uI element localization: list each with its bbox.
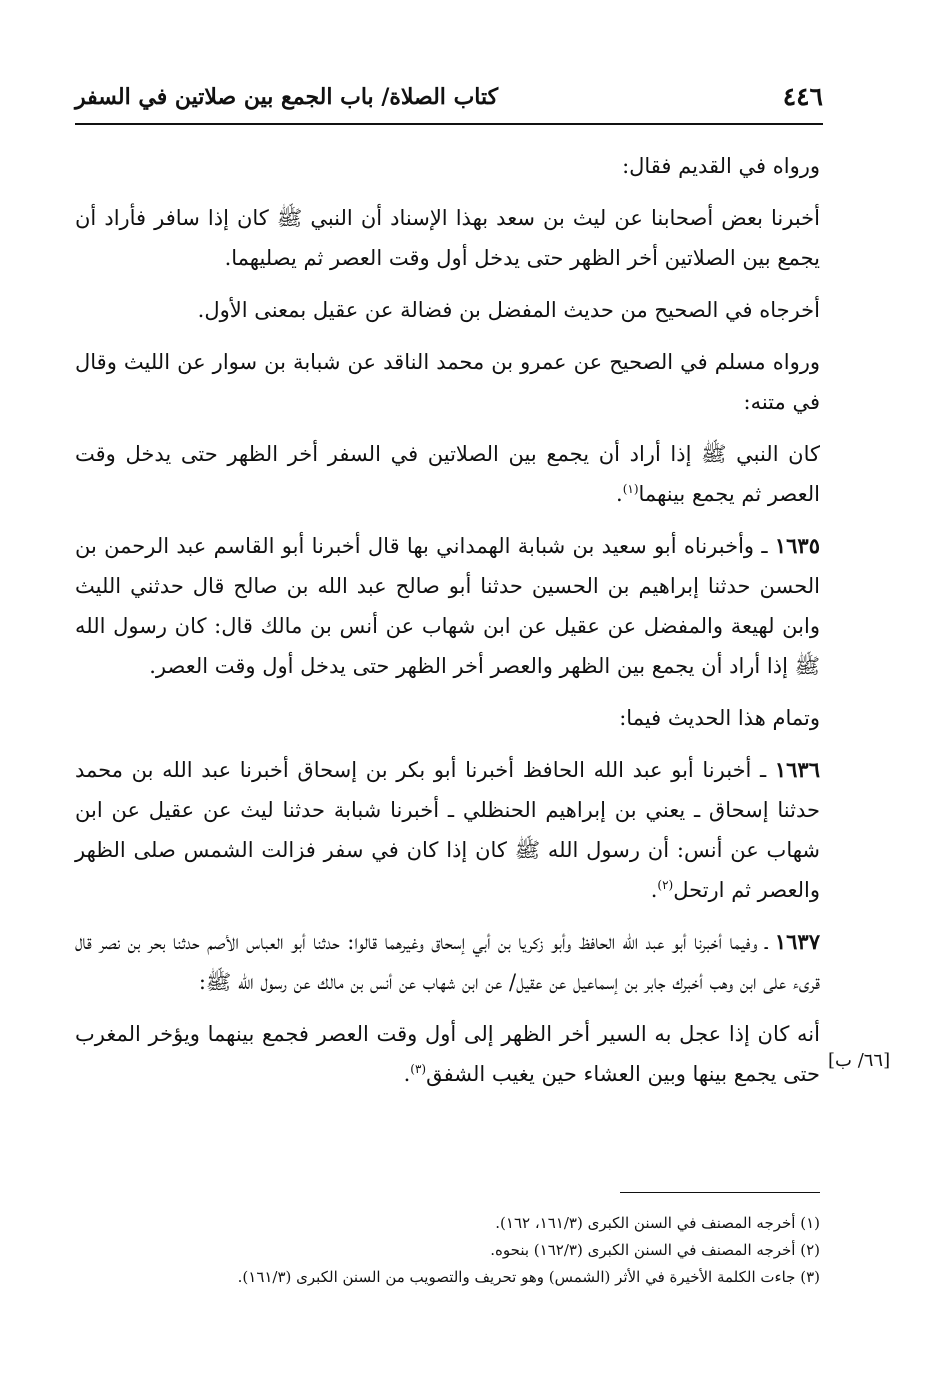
- paragraph: [75, 342, 820, 422]
- paragraph-text: ورواه مسلم في الصحيح عن عمرو بن محمد الناقد عن شبابة بن سوار عن الليث وقال في متنه:: [75, 350, 820, 414]
- paragraph-end: .: [616, 482, 623, 506]
- hadith-number: ١٦٣٥: [774, 533, 820, 558]
- paragraph: [75, 146, 820, 186]
- paragraph-text: وتمام هذا الحديث فيما:: [619, 706, 820, 730]
- paragraph-end: .: [650, 878, 658, 902]
- footnote-marker: (٢): [657, 878, 674, 892]
- footnote-rule: [620, 1192, 820, 1193]
- paragraph-text: ـ وأخبرناه أبو سعيد بن شبابة الهمداني بها قال أخبرنا أبو القاسم عبد الرحمن بن الحسن حدثنا إبراهيم بن الحسين حدثنا أبو صالح عبد الله بن صالح قال حدثني الليث وابن لهيعة والمفضل عن عقيل عن ابن شهاب عن أنس بن مالك قال: كان رسول الله ﷺ إذا أراد أن يجمع بين الظهر والعصر أخر الظهر حتى يدخل أول وقت العصر.: [75, 534, 820, 678]
- paragraph-text: ورواه في القديم فقال:: [622, 154, 820, 178]
- running-title: كتاب الصلاة/ باب الجمع بين صلاتين في السفر: [75, 84, 499, 110]
- paragraph-text: أنه كان إذا عجل به السير أخر الظهر إلى أول وقت العصر فجمع بينهما ويؤخر المغرب حتى يجمع بينها وبين العشاء حين يغيب الشفق: [75, 1022, 820, 1086]
- hadith-number: ١٦٣٧: [774, 929, 820, 954]
- footnote-marker: (٣): [410, 1062, 427, 1076]
- footnote: (٢) أخرجه المصنف في السنن الكبرى (١٦٢/٣) بنحوه.: [490, 1241, 820, 1259]
- hadith-paragraph: [75, 750, 820, 910]
- paragraph: [75, 1014, 820, 1094]
- manuscript-folio-marker: [٦٦/ ب]: [828, 1050, 891, 1071]
- hadith-number: ١٦٣٦: [774, 757, 820, 782]
- hadith-paragraph: [75, 526, 820, 686]
- page-number: ٤٤٦: [782, 82, 823, 111]
- hadith-paragraph: [75, 922, 820, 1002]
- paragraph: [75, 290, 820, 330]
- paragraph-end: .: [403, 1062, 411, 1086]
- paragraph: [75, 198, 820, 278]
- paragraph: [75, 434, 820, 514]
- main-text: [75, 146, 820, 1106]
- paragraph-text: أخبرنا بعض أصحابنا عن ليث بن سعد بهذا الإسناد أن النبي ﷺ كان إذا سافر فأراد أن يجمع بين الصلاتين أخر الظهر حتى يدخل أول وقت العصر ثم يصليهما.: [75, 206, 820, 270]
- page-header: [75, 78, 823, 118]
- footnotes: [75, 1210, 820, 1291]
- paragraph-text: ـ أخبرنا أبو عبد الله الحافظ أخبرنا أبو بكر بن إسحاق أخبرنا عبد الله بن محمد حدثنا إسحاق ـ يعني بن إبراهيم الحنظلي ـ أخبرنا شبابة حدثنا ليث عن عقيل عن ابن شهاب عن أنس: أن رسول الله ﷺ كان إذا كان في سفر فزالت الشمس صلى الظهر والعصر ثم ارتحل: [75, 758, 820, 902]
- paragraph-text: كان النبي ﷺ إذا أراد أن يجمع بين الصلاتين في السفر أخر الظهر حتى يدخل وقت العصر ثم يجمع بينهما: [75, 442, 820, 506]
- paragraph-text: أخرجاه في الصحيح من حديث المفضل بن فضالة عن عقيل بمعنى الأول.: [197, 298, 820, 322]
- paragraph-text: ـ وفيما أخبرنا أبو عبد الله الحافظ وأبو زكريا بن أبي إسحاق وغيرهما قالوا: حدثنا أبو العباس الأصم حدثنا بحر بن نصر قال قرىء على ابن وهب أخبرك جابر بن إسماعيل عن عقيل/ عن ابن شهاب عن أنس بن مالك عن رسول الله ﷺ:: [75, 930, 820, 994]
- footnote-marker: (١): [622, 482, 639, 496]
- header-rule: [75, 123, 823, 125]
- footnote: (١) أخرجه المصنف في السنن الكبرى (١٦١/٣، ١٦٢).: [495, 1214, 820, 1232]
- paragraph: [75, 698, 820, 738]
- footnote: (٣) جاءت الكلمة الأخيرة في الأثر (الشمس) وهو تحريف والتصويب من السنن الكبرى (١٦١/٣).: [237, 1268, 820, 1286]
